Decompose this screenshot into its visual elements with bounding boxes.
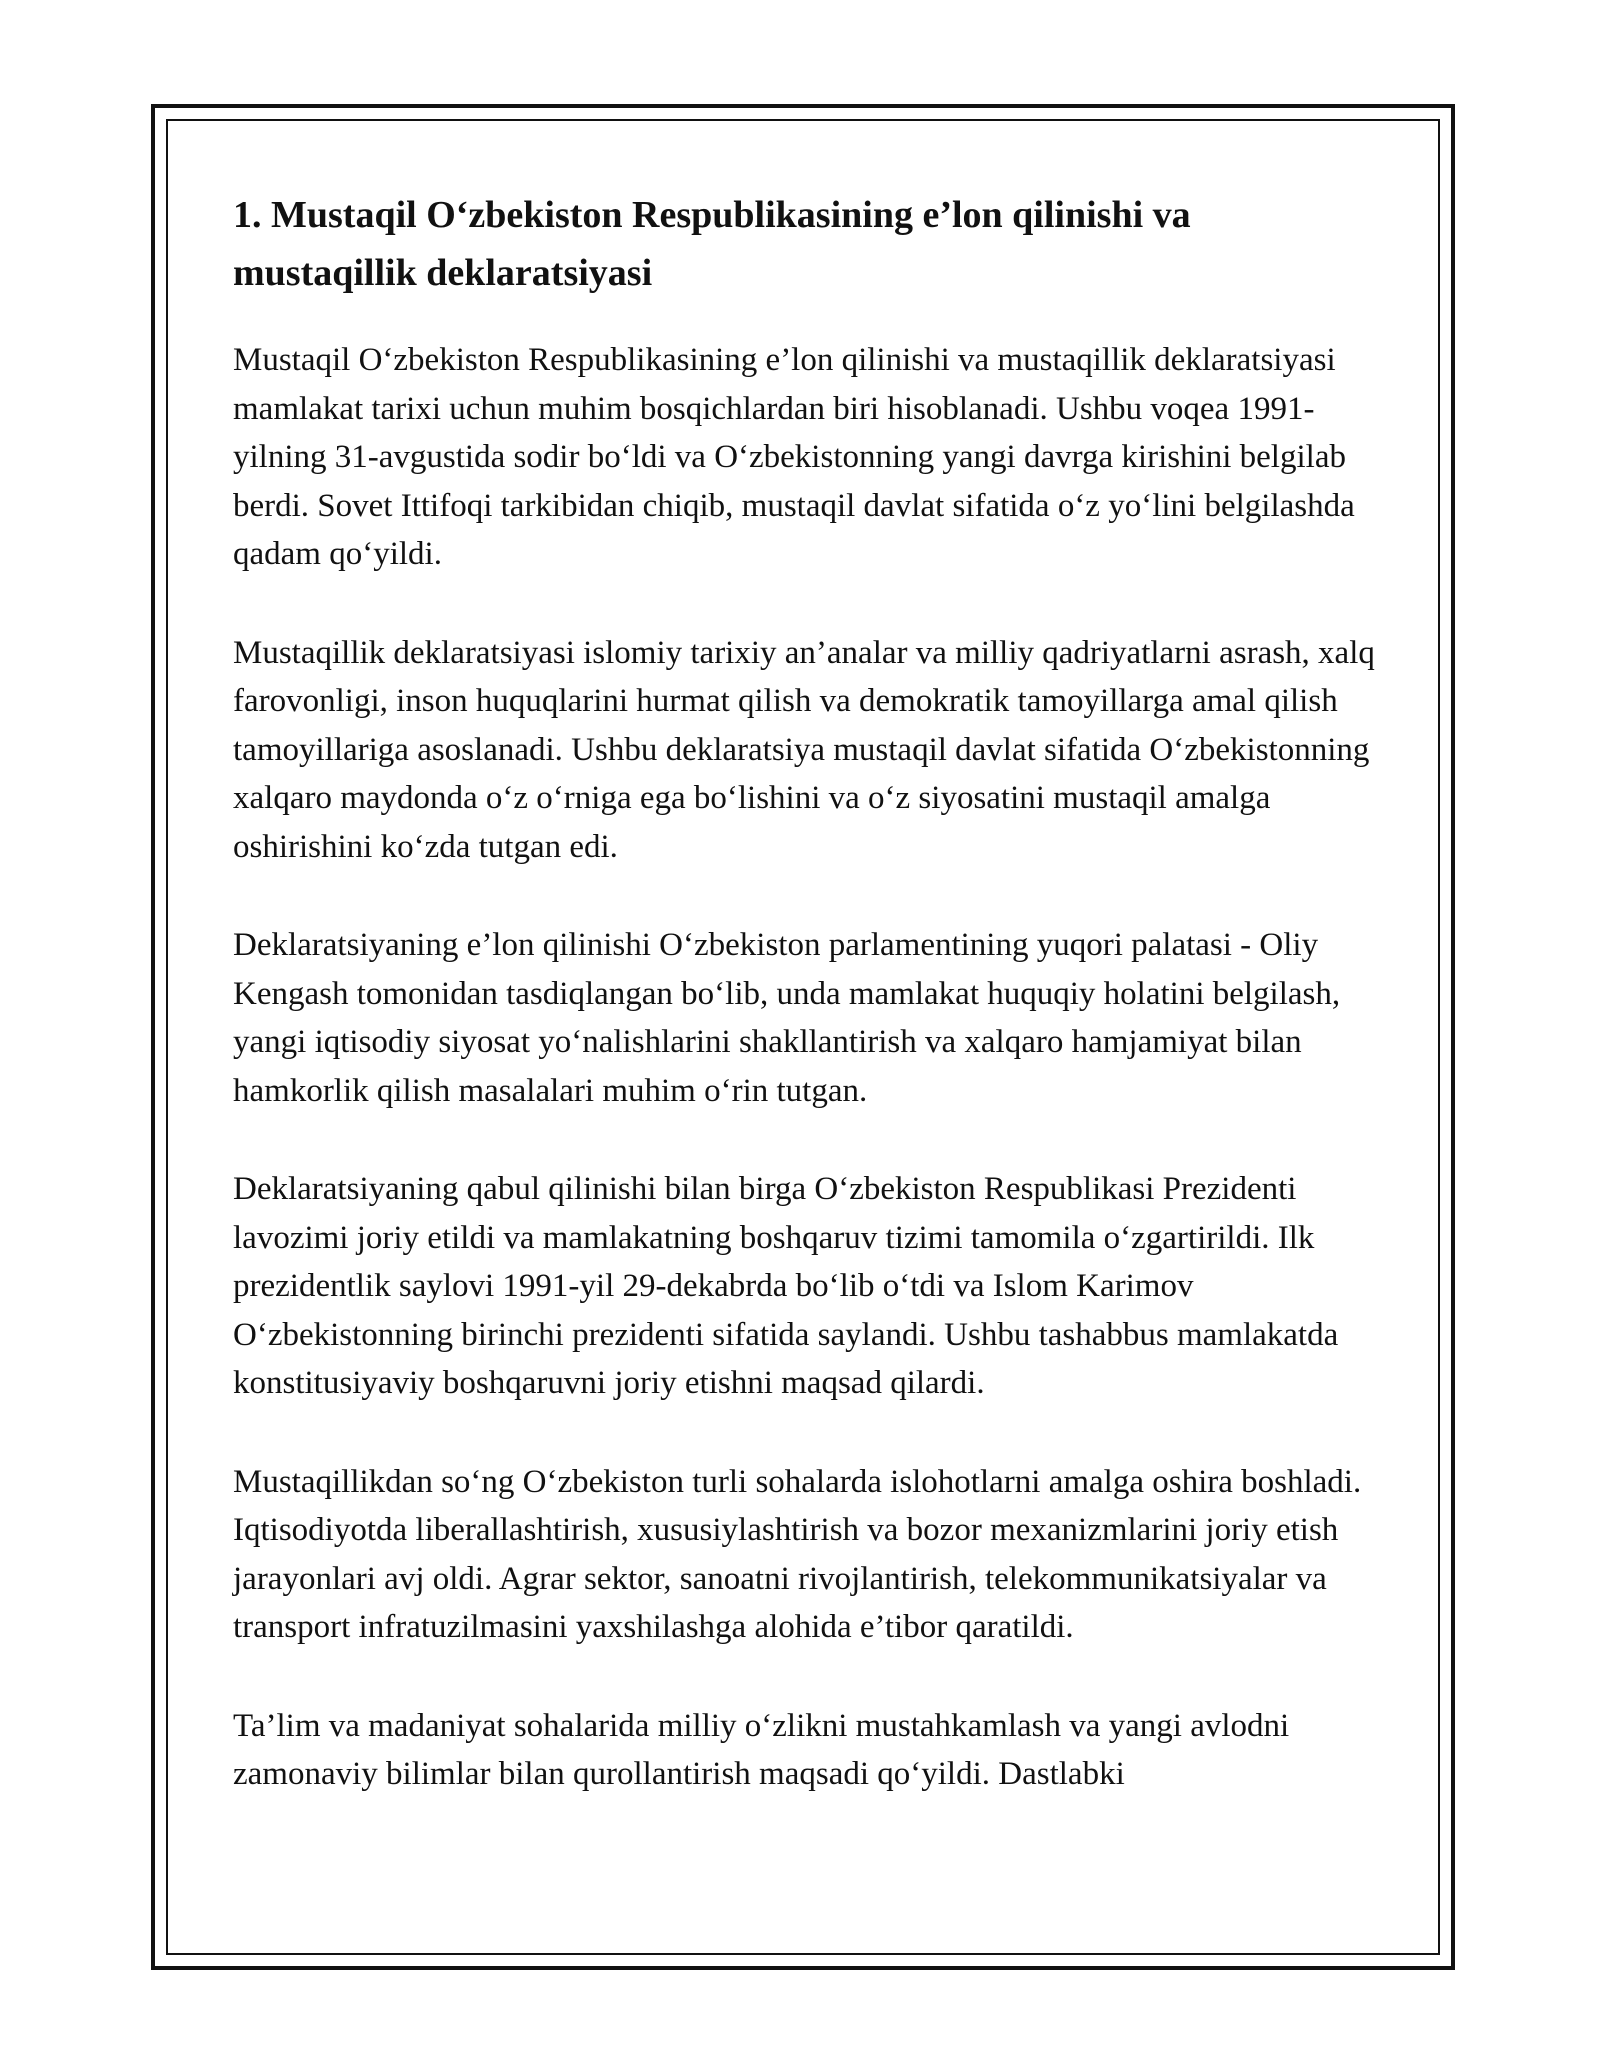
paragraph-1: Mustaqil O‘zbekiston Respublikasining e’lon qilinishi va mustaqillik deklaratsiyasi mamlakat tarixi uchun muhim bosqichlardan biri hisoblanadi. Ushbu voqea 1991-yilning 31-avgustida sodir bo‘ldi va O‘zbekistonning yangi davrga kirishini belgilab berdi. Sovet Ittifoqi tarkibidan chiqib, mustaqil davlat sifatida o‘z yo‘lini belgilashda qadam qo‘yildi. [233, 342, 1355, 572]
document-body [233, 186, 1381, 1799]
paragraph-5: Mustaqillikdan so‘ng O‘zbekiston turli sohalarda islohotlarni amalga oshira boshladi. Iqtisodiyotda liberallashtirish, xususiylashtirish va bozor mexanizmlarini joriy etish jarayonlari avj oldi. Agrar sektor, sanoatni rivojlantirish, telekommunikatsiyalar va transport infratuzilmasini yaxshilashga alohida e’tibor qaratildi. [233, 1463, 1362, 1645]
paragraph-4: Deklaratsiyaning qabul qilinishi bilan birga O‘zbekiston Respublikasi Prezidenti lavozimi joriy etildi va mamlakatning boshqaruv tizimi tamomila o‘zgartirildi. Ilk prezidentlik saylovi 1991-yil 29-dekabrda bo‘lib o‘tdi va Islom Karimov O‘zbekistonning birinchi prezidenti sifatida saylandi. Ushbu tashabbus mamlakatda konstitusiyaviy boshqaruvni joriy etishni maqsad qilardi. [233, 1171, 1339, 1401]
paragraph-6: Ta’lim va madaniyat sohalarida milliy o‘zlikni mustahkamlash va yangi avlodni zamonaviy bilimlar bilan qurollantirish maqsadi qo‘yildi. Dastlabki [233, 1707, 1290, 1792]
paragraph-2: Mustaqillik deklaratsiyasi islomiy tarixiy an’analar va milliy qadriyatlarni asrash, xalq farovonligi, inson huquqlarini hurmat qilish va demokratik tamoyillarga amal qilish tamoyillariga asoslanadi. Ushbu deklaratsiya mustaqil davlat sifatida O‘zbekistonning xalqaro maydonda o‘z o‘rniga ega bo‘lishini va o‘z siyosatini mustaqil amalga oshirishini ko‘zda tutgan edi. [233, 634, 1375, 865]
paragraph-3: Deklaratsiyaning e’lon qilinishi O‘zbekiston parlamentining yuqori palatasi - Oliy Kengash tomonidan tasdiqlangan bo‘lib, unda mamlakat huquqiy holatini belgilash, yangi iqtisodiy siyosat yo‘nalishlarini shakllantirish va xalqaro hamjamiyat bilan hamkorlik qilish masalalari muhim o‘rin tutgan. [233, 927, 1341, 1109]
section-heading: 1. Mustaqil O‘zbekiston Respublikasining e’lon qilinishi va mustaqillik deklaratsiyasi [233, 194, 1191, 294]
